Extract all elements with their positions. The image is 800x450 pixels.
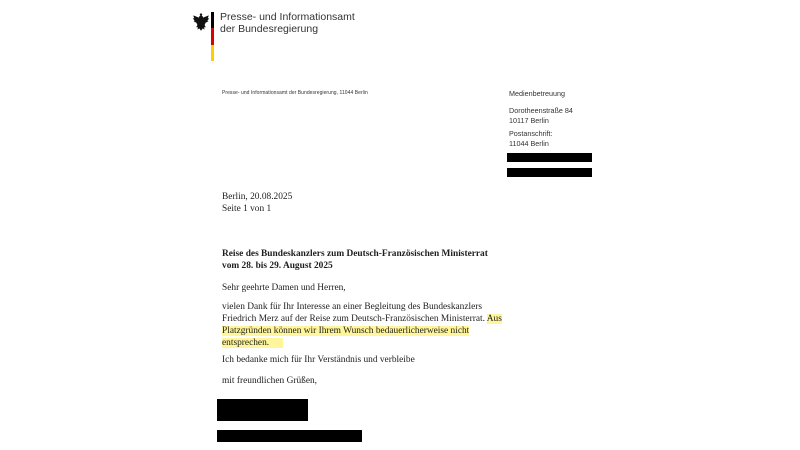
paragraph-line-2-text: Friedrich Merz auf der Reise zum Deutsch-Französischen Ministerrat. xyxy=(222,314,485,324)
federal-eagle-icon xyxy=(192,12,210,32)
highlighted-text: entsprechen. xyxy=(222,338,283,348)
name-redaction xyxy=(217,430,362,442)
regards-line: mit freundlichen Grüßen, xyxy=(222,376,318,386)
subject-line-1: Reise des Bundeskanzlers zum Deutsch-Französischen Ministerrat xyxy=(222,249,488,259)
contact-street: Dorotheenstraße 84 xyxy=(509,106,573,115)
letter-date: Berlin, 20.08.2025 xyxy=(222,192,293,202)
organization-name xyxy=(220,11,355,35)
flag-stripe xyxy=(211,12,214,61)
flag-stripe-black xyxy=(211,12,214,28)
signature-redaction xyxy=(217,399,308,421)
organization-name-line2: der Bundesregierung xyxy=(220,23,319,35)
highlighted-text: Platzgründen können wir Ihrem Wunsch bedauerlicherweise nicht xyxy=(222,326,470,336)
sender-return-address: Presse- und Informationsamt der Bundesregierung, 11044 Berlin xyxy=(222,90,368,96)
highlighted-text: Aus xyxy=(486,314,502,324)
postal-address-city: 11044 Berlin xyxy=(509,139,549,148)
subject-line-2: vom 28. bis 29. August 2025 xyxy=(222,261,333,271)
salutation: Sehr geehrte Damen und Herren, xyxy=(222,283,346,293)
paragraph-line-1: vielen Dank für Ihr Interesse an einer Begleitung des Bundeskanzlers xyxy=(222,302,483,312)
postal-address-label: Postanschrift: xyxy=(509,129,553,138)
contact-department: Medienbetreuung xyxy=(509,89,565,98)
flag-stripe-red xyxy=(211,28,214,44)
contact-city: 10117 Berlin xyxy=(509,116,549,125)
paragraph-line-3 xyxy=(222,325,469,337)
page-count: Seite 1 von 1 xyxy=(222,204,272,214)
paragraph-line-4 xyxy=(222,337,283,349)
paragraph-line-2 xyxy=(222,313,502,325)
organization-name-line1: Presse- und Informationsamt xyxy=(220,11,355,23)
closing-line: Ich bedanke mich für Ihr Verständnis und verbleibe xyxy=(222,355,415,365)
flag-stripe-gold xyxy=(211,45,214,61)
redaction-bar xyxy=(507,168,592,177)
redaction-bar xyxy=(507,153,592,162)
